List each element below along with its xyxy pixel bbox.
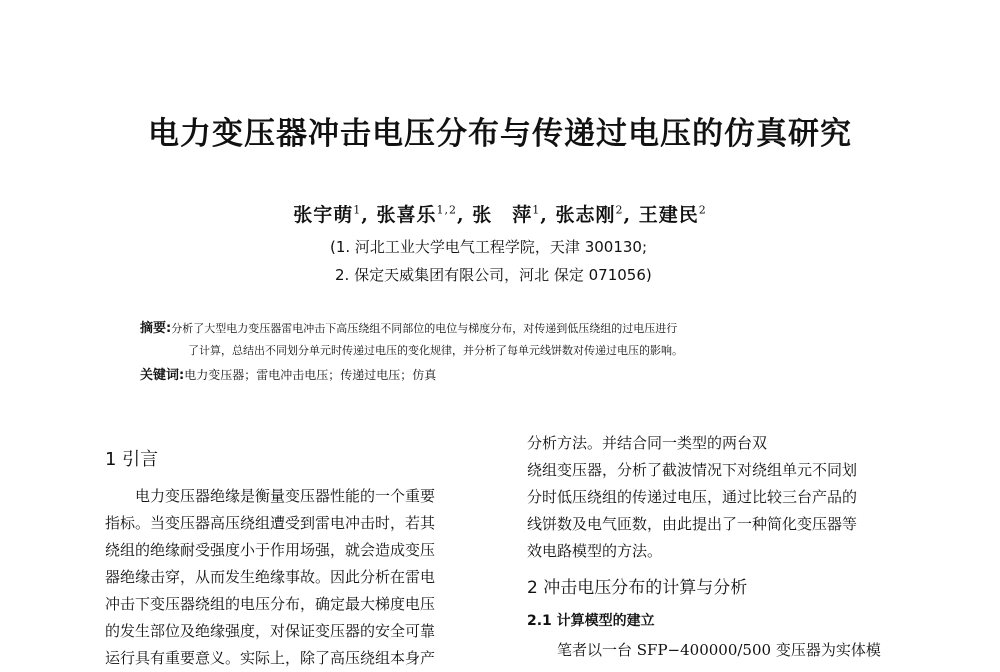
author-affiliation-mark: 1,2: [436, 203, 457, 217]
body-text-line: 电力变压器绝缘是衡量变压器性能的一个重要: [135, 487, 436, 505]
body-text-line: 指标。当变压器高压绕组遭受到雷电冲击时，若其: [105, 514, 436, 532]
body-text-line: 冲击下变压器绕组的电压分布，确定最大梯度电压: [105, 595, 436, 613]
body-text-line: 器绝缘击穿，从而发生绝缘事故。因此分析在雷电: [105, 568, 436, 586]
body-text-line: 线饼数及电气匝数，由此提出了一种简化变压器等: [527, 515, 858, 533]
keywords-text: 电力变压器；雷电冲击电压；传递过电压；仿真: [184, 368, 437, 382]
abstract-line-2: 了计算，总结出不同划分单元时传递过电压的变化规律，并分析了每单元线饼数对传递过电压的影响。: [188, 344, 683, 357]
author-affiliation-mark: 2: [698, 203, 707, 217]
subsection-heading-2-1: 2.1 计算模型的建立: [527, 613, 655, 629]
abstract-text: 分析了大型电力变压器雷电冲击下高压绕组不同部位的电位与梯度分布，对传递到低压绕组的过电压进行: [171, 322, 678, 335]
keywords: [140, 364, 880, 383]
author-name: 张宇萌: [293, 204, 354, 226]
section-heading-2: 2 冲击电压分布的计算与分析: [527, 578, 748, 598]
abstract-label: 摘要:: [140, 321, 172, 336]
body-text-line: 绕组的绝缘耐受强度小于作用场强，就会造成变压: [105, 541, 436, 559]
author-name: 王建民: [638, 204, 699, 226]
author-list: 张宇萌$^1$, 张喜乐$^{1,2}$, 张 萍$^1$, 张志刚$^2$, 王建民$^2$: [293, 203, 707, 226]
keywords-label: 关键词:: [140, 368, 185, 383]
body-text-line: 笔者以一台 SFP−400000/500 变压器为实体模: [557, 641, 881, 659]
author-name: 张喜乐: [376, 204, 437, 226]
author-affiliation-mark: 1: [532, 203, 541, 217]
author-name: 张 萍: [472, 204, 533, 226]
author-affiliation-mark: 2: [615, 203, 624, 217]
left-column: [105, 446, 500, 672]
body-text-line: 分时低压绕组的传递过电压，通过比较三台产品的: [527, 488, 858, 506]
abstract-line-1: [140, 318, 880, 340]
affiliation-1: (1. 河北工业大学电气工程学院，天津 300130;: [330, 238, 648, 256]
affiliation-2: 2. 保定天威集团有限公司，河北 保定 071056): [335, 266, 652, 284]
abstract: [140, 318, 880, 362]
body-text-line: 效电路模型的方法。: [527, 542, 663, 560]
body-text-line: 运行具有重要意义。实际上，除了高压绕组本身产: [105, 649, 436, 667]
body-text-line: 的发生部位及绝缘强度，对保证变压器的安全可靠: [105, 622, 436, 640]
right-column: [527, 430, 922, 664]
section-heading-introduction: 1 引言: [105, 449, 159, 470]
body-text-line: 分析方法。并结合同一类型的两台双: [527, 434, 768, 452]
body-text-line: 绕组变压器，分析了截波情况下对绕组单元不同划: [527, 461, 858, 479]
author-name: 张志刚: [555, 204, 616, 226]
author-affiliation-mark: 1: [353, 203, 362, 217]
paper-title: 电力变压器冲击电压分布与传递过电压的仿真研究: [148, 116, 852, 152]
